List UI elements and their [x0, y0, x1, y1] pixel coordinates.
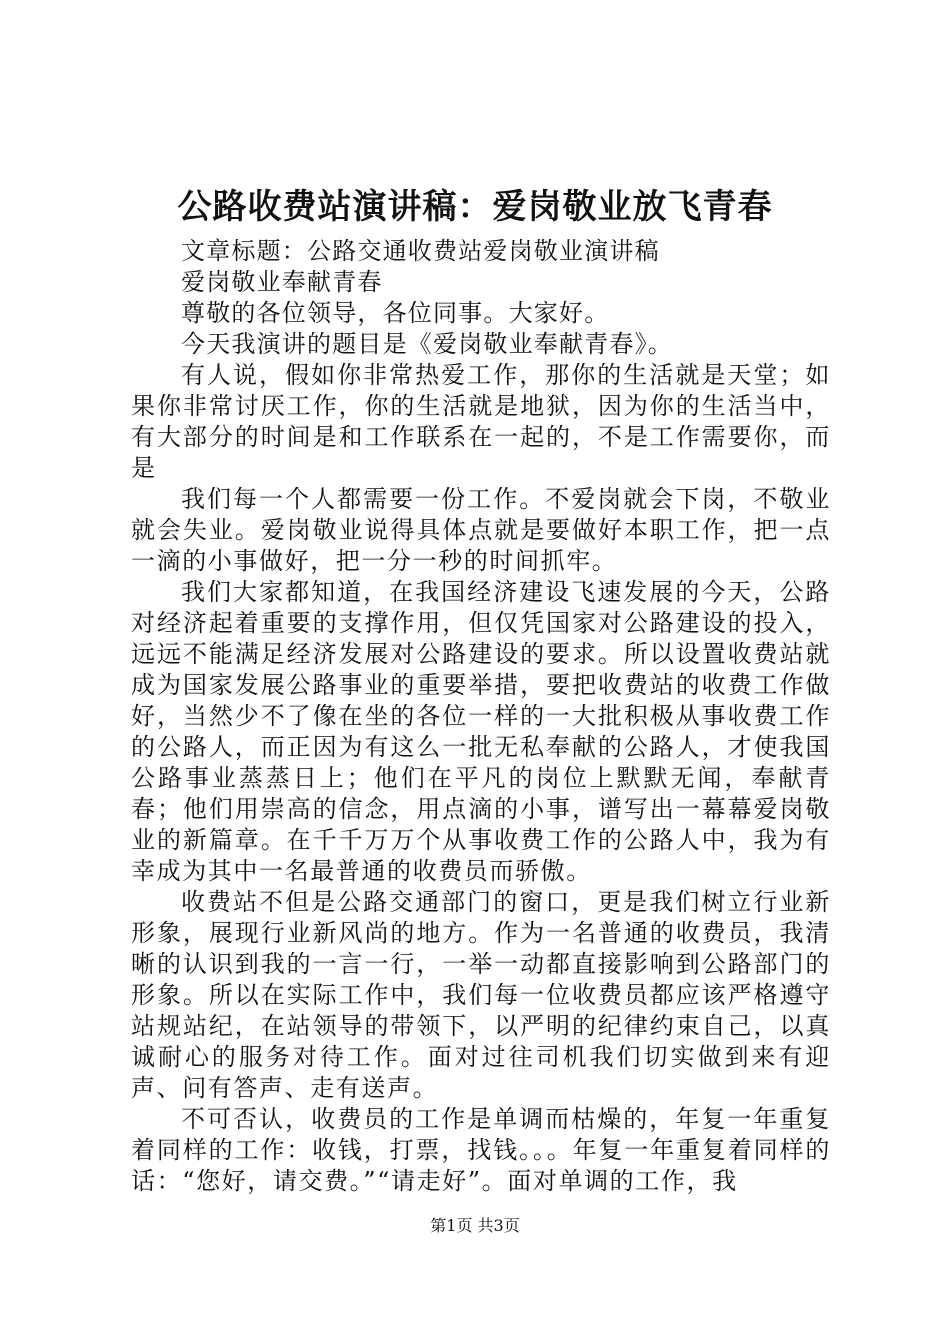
body-paragraph: 不可否认，收费员的工作是单调而枯燥的，年复一年重复着同样的工作：收钱，打票，找钱。。。年复一年重复着同样的话：“您好，请交费。”“请走好”。面对单调的工作，我: [131, 1105, 831, 1195]
document-title: 公路收费站演讲稿：爱岗敬业放飞青春: [177, 187, 773, 227]
speech-subtitle: 爱岗敬业奉献青春: [181, 268, 383, 296]
page-number-footer: 第1页 共3页: [430, 1216, 520, 1235]
body-paragraph: 有人说，假如你非常热爱工作，那你的生活就是天堂；如果你非常讨厌工作，你的生活就是地狱，因为你的生活当中，有大部分的时间是和工作联系在一起的，不是工作需要你，而是: [131, 361, 831, 482]
topic-paragraph: 今天我演讲的题目是《爱岗敬业奉献青春》。: [181, 330, 673, 358]
body-paragraph: 收费站不但是公路交通部门的窗口，更是我们树立行业新形象，展现行业新风尚的地方。作为一名普通的收费员，我清晰的认识到我的一言一行，一举一动都直接影响到公路部门的形象。所以在实际工作中，我们每一位收费员都应该严格遵守站规站纪，在站领导的带领下，以严明的纪律约束自己，以真诚耐心的服务对待工作。面对过往司机我们切实做到来有迎声、问有答声、走有送声。: [131, 888, 831, 1102]
article-title-line: 文章标题：公路交通收费站爱岗敬业演讲稿: [181, 237, 660, 265]
greeting-paragraph: 尊敬的各位领导，各位同事。大家好。: [181, 299, 610, 327]
body-paragraph: 我们每一个人都需要一份工作。不爱岗就会下岗，不敬业就会失业。爱岗敬业说得具体点就是要做好本职工作，把一点一滴的小事做好，把一分一秒的时间抓牢。: [131, 485, 831, 575]
document-body: [131, 236, 831, 1197]
body-paragraph: 我们大家都知道，在我国经济建设飞速发展的今天，公路对经济起着重要的支撑作用，但仅凭国家对公路建设的投入，远远不能满足经济发展对公路建设的要求。所以设置收费站就成为国家发展公路事业的重要举措，要把收费站的收费工作做好，当然少不了像在坐的各位一样的一大批积极从事收费工作的公路人，而正因为有这么一批无私奉献的公路人，才使我国公路事业蒸蒸日上；他们在平凡的岗位上默默无闻，奉献青春；他们用崇高的信念，用点滴的小事，谱写出一幕幕爱岗敬业的新篇章。在千千万万个从事收费工作的公路人中，我为有幸成为其中一名最普通的收费员而骄傲。: [131, 578, 831, 885]
